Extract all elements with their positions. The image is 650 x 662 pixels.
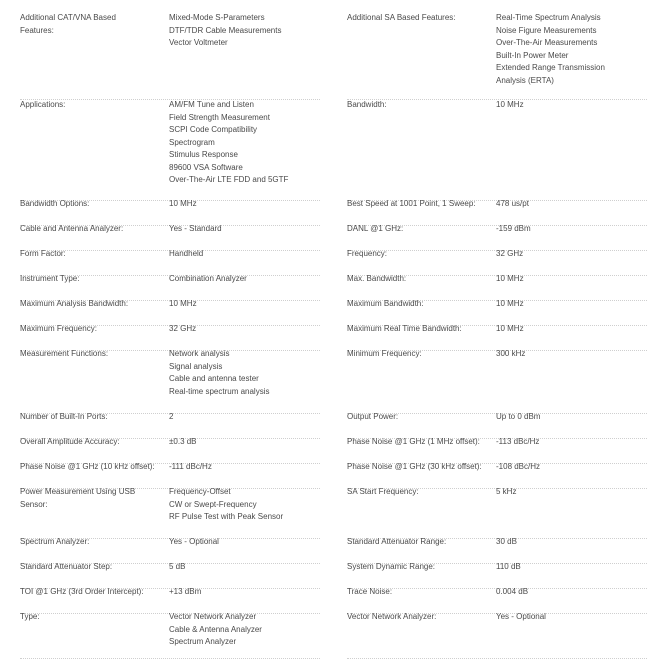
spec-value xyxy=(169,461,321,474)
spec-value xyxy=(496,461,648,474)
spec-value xyxy=(169,561,321,574)
spec-value xyxy=(496,99,648,112)
spec-label xyxy=(20,12,165,37)
spec-value-line: SCPI Code Compatibility xyxy=(169,125,258,134)
spec-label-line: Additional CAT/VNA Based xyxy=(20,13,116,22)
spec-label xyxy=(20,536,165,549)
spec-value-line: Cable and antenna tester xyxy=(169,374,259,383)
spec-label xyxy=(347,536,492,549)
spec-value-line: Vector Network Analyzer xyxy=(169,612,257,621)
spec-label xyxy=(347,273,492,286)
spec-row xyxy=(20,614,320,659)
spec-row xyxy=(347,489,647,539)
spec-value xyxy=(169,298,321,311)
spec-value xyxy=(496,323,648,336)
spec-value-line: 10 MHz xyxy=(496,274,524,283)
spec-value-line: Frequency-Offset xyxy=(169,487,231,496)
spec-value-line: AM/FM Tune and Listen xyxy=(169,100,254,109)
spec-value-line: ±0.3 dB xyxy=(169,437,197,446)
spec-label-line: Best Speed at 1001 Point, 1 Sweep: xyxy=(347,199,476,208)
spec-label xyxy=(20,486,165,511)
spec-value-line: DTF/TDR Cable Measurements xyxy=(169,25,282,35)
spec-label xyxy=(347,561,492,574)
spec-label-line: Applications: xyxy=(20,100,66,109)
spec-value xyxy=(169,273,321,286)
spec-row xyxy=(347,100,647,201)
spec-label-line: Maximum Frequency: xyxy=(20,324,97,333)
spec-value-line: 10 MHz xyxy=(496,299,524,308)
spec-value-line: Cable & Antenna Analyzer xyxy=(169,624,262,634)
spec-label-line: Features: xyxy=(20,25,54,35)
spec-label xyxy=(20,586,165,599)
spec-label xyxy=(347,298,492,311)
spec-label-line: System Dynamic Range: xyxy=(347,562,436,571)
spec-value xyxy=(496,536,648,549)
spec-label-line: Number of Built-In Ports: xyxy=(20,412,108,421)
spec-label xyxy=(20,348,165,361)
spec-value-line: Yes - Standard xyxy=(169,224,222,233)
spec-value-line: RF Pulse Test with Peak Sensor xyxy=(169,512,284,521)
spec-value-line: 478 us/pt xyxy=(496,199,529,208)
spec-value-line: -111 dBc/Hz xyxy=(169,462,212,471)
spec-label xyxy=(347,586,492,599)
spec-value-line: Yes - Optional xyxy=(169,537,219,546)
spec-label-line: Bandwidth Options: xyxy=(20,199,90,208)
spec-label-line: Standard Attenuator Range: xyxy=(347,537,447,546)
spec-label xyxy=(20,436,165,449)
spec-value-line: 89600 VSA Software xyxy=(169,162,243,172)
spec-value xyxy=(496,486,648,499)
spec-row xyxy=(20,100,320,201)
spec-value-line: 32 GHz xyxy=(496,249,524,258)
spec-value-line: -113 dBc/Hz xyxy=(496,437,540,446)
spec-label-line: Phase Noise @1 GHz (10 kHz offset): xyxy=(20,462,155,471)
spec-label-line: Trace Noise: xyxy=(347,587,393,596)
spec-value-line: 10 MHz xyxy=(496,100,524,109)
spec-label xyxy=(347,486,492,499)
spec-label xyxy=(20,198,165,211)
spec-value xyxy=(496,198,648,211)
spec-label-line: Cable and Antenna Analyzer: xyxy=(20,224,124,233)
spec-value-line: Mixed-Mode S-Parameters xyxy=(169,13,265,22)
spec-value xyxy=(169,323,321,336)
spec-value xyxy=(169,248,321,261)
spec-label-line: Form Factor: xyxy=(20,249,66,258)
spec-value-line: 5 kHz xyxy=(496,487,517,496)
spec-label xyxy=(20,273,165,286)
spec-value-line: Spectrum Analyzer xyxy=(169,637,237,646)
spec-value xyxy=(496,411,648,424)
spec-label xyxy=(347,436,492,449)
spec-row xyxy=(347,0,647,100)
spec-value xyxy=(496,273,648,286)
spec-value-line: 300 kHz xyxy=(496,349,526,358)
spec-value-line: 30 dB xyxy=(496,537,517,546)
spec-value-line: 110 dB xyxy=(496,562,521,571)
spec-value xyxy=(496,298,648,311)
spec-label-line: TOI @1 GHz (3rd Order Intercept): xyxy=(20,587,144,596)
spec-label xyxy=(347,223,492,236)
spec-label xyxy=(20,223,165,236)
spec-label xyxy=(20,99,165,112)
spec-label xyxy=(20,411,165,424)
spec-label-line: Sensor: xyxy=(20,499,48,509)
spec-label-line: Phase Noise @1 GHz (1 MHz offset): xyxy=(347,437,480,446)
spec-value xyxy=(496,223,648,236)
spec-value-line: Real-time spectrum analysis xyxy=(169,386,270,396)
spec-label xyxy=(347,12,492,25)
spec-value xyxy=(496,561,648,574)
spec-value-line: 0.004 dB xyxy=(496,587,529,596)
spec-label xyxy=(20,461,165,474)
spec-value xyxy=(169,611,321,649)
spec-value xyxy=(169,486,321,524)
spec-label xyxy=(347,611,492,624)
spec-label-line: Spectrum Analyzer: xyxy=(20,537,90,546)
spec-value-line: 32 GHz xyxy=(169,324,197,333)
spec-row xyxy=(347,614,647,659)
spec-value-line: Up to 0 dBm xyxy=(496,412,541,421)
spec-label-line: Maximum Real Time Bandwidth: xyxy=(347,324,462,333)
spec-label-line: Frequency: xyxy=(347,249,388,258)
spec-label-line: Output Power: xyxy=(347,412,399,421)
spec-label-line: Type: xyxy=(20,612,40,621)
spec-row xyxy=(347,351,647,414)
spec-value-line: Spectrogram xyxy=(169,137,215,147)
spec-value xyxy=(496,611,648,624)
spec-label-line: DANL @1 GHz: xyxy=(347,224,404,233)
spec-label-line: Standard Attenuator Step: xyxy=(20,562,113,571)
spec-value xyxy=(169,12,321,50)
spec-label-line: Bandwidth: xyxy=(347,100,387,109)
spec-label xyxy=(347,198,492,211)
spec-value xyxy=(169,223,321,236)
spec-label xyxy=(347,348,492,361)
spec-value-line: CW or Swept-Frequency xyxy=(169,499,257,509)
spec-label xyxy=(347,99,492,112)
spec-value xyxy=(496,586,648,599)
spec-label xyxy=(20,611,165,624)
spec-value xyxy=(169,99,321,187)
spec-label xyxy=(347,248,492,261)
spec-label-line: Measurement Functions: xyxy=(20,349,109,358)
spec-label xyxy=(20,298,165,311)
spec-value xyxy=(169,411,321,424)
spec-label-line: Vector Network Analyzer: xyxy=(347,612,437,621)
spec-value-line: -159 dBm xyxy=(496,224,531,233)
spec-value xyxy=(496,248,648,261)
spec-label xyxy=(347,323,492,336)
spec-value-line: Handheld xyxy=(169,249,204,258)
spec-value-line: Vector Voltmeter xyxy=(169,38,228,47)
spec-value-line: 10 MHz xyxy=(169,199,197,208)
spec-label-line: Power Measurement Using USB xyxy=(20,487,136,496)
spec-label xyxy=(20,561,165,574)
spec-label-line: Minimum Frequency: xyxy=(347,349,422,358)
spec-value-line: Stimulus Response xyxy=(169,150,238,159)
spec-label-line: Maximum Analysis Bandwidth: xyxy=(20,299,129,308)
spec-value xyxy=(169,536,321,549)
spec-row xyxy=(20,0,320,100)
spec-value-line: Analysis (ERTA) xyxy=(496,75,554,85)
spec-label-line: Phase Noise @1 GHz (30 kHz offset): xyxy=(347,462,482,471)
spec-label xyxy=(20,323,165,336)
spec-value-line: Noise Figure Measurements xyxy=(496,25,597,35)
spec-value xyxy=(169,198,321,211)
spec-value-line: 10 MHz xyxy=(496,324,524,333)
spec-value xyxy=(496,348,648,361)
spec-value-line: Over-The-Air Measurements xyxy=(496,38,598,47)
spec-label-line: Overall Amplitude Accuracy: xyxy=(20,437,120,446)
spec-value xyxy=(169,348,321,398)
spec-label-line: SA Start Frequency: xyxy=(347,487,419,496)
spec-value-line: Yes - Optional xyxy=(496,612,546,621)
spec-value xyxy=(169,586,321,599)
spec-value xyxy=(496,436,648,449)
spec-value-line: Signal analysis xyxy=(169,361,223,371)
spec-value-line: Field Strength Measurement xyxy=(169,112,270,122)
spec-label xyxy=(347,461,492,474)
spec-label-line: Max. Bandwidth: xyxy=(347,274,407,283)
spec-value-line: 2 xyxy=(169,412,174,421)
spec-value-line: Over-The-Air LTE FDD and 5GTF xyxy=(169,175,289,184)
spec-value xyxy=(496,12,648,87)
spec-value-line: Extended Range Transmission xyxy=(496,63,605,72)
spec-label-line: Instrument Type: xyxy=(20,274,80,283)
spec-value xyxy=(169,436,321,449)
spec-value-line: Network analysis xyxy=(169,349,230,358)
spec-value-line: +13 dBm xyxy=(169,587,202,596)
spec-value-line: Built-In Power Meter xyxy=(496,50,569,60)
spec-label xyxy=(20,248,165,261)
spec-label-line: Maximum Bandwidth: xyxy=(347,299,424,308)
spec-label xyxy=(347,411,492,424)
spec-value-line: -108 dBc/Hz xyxy=(496,462,541,471)
spec-value-line: Real-Time Spectrum Analysis xyxy=(496,13,601,22)
spec-value-line: Combination Analyzer xyxy=(169,274,247,283)
spec-row xyxy=(20,489,320,539)
spec-label-line: Additional SA Based Features: xyxy=(347,13,456,22)
spec-value-line: 10 MHz xyxy=(169,299,197,308)
spec-row xyxy=(20,351,320,414)
spec-value-line: 5 dB xyxy=(169,562,186,571)
